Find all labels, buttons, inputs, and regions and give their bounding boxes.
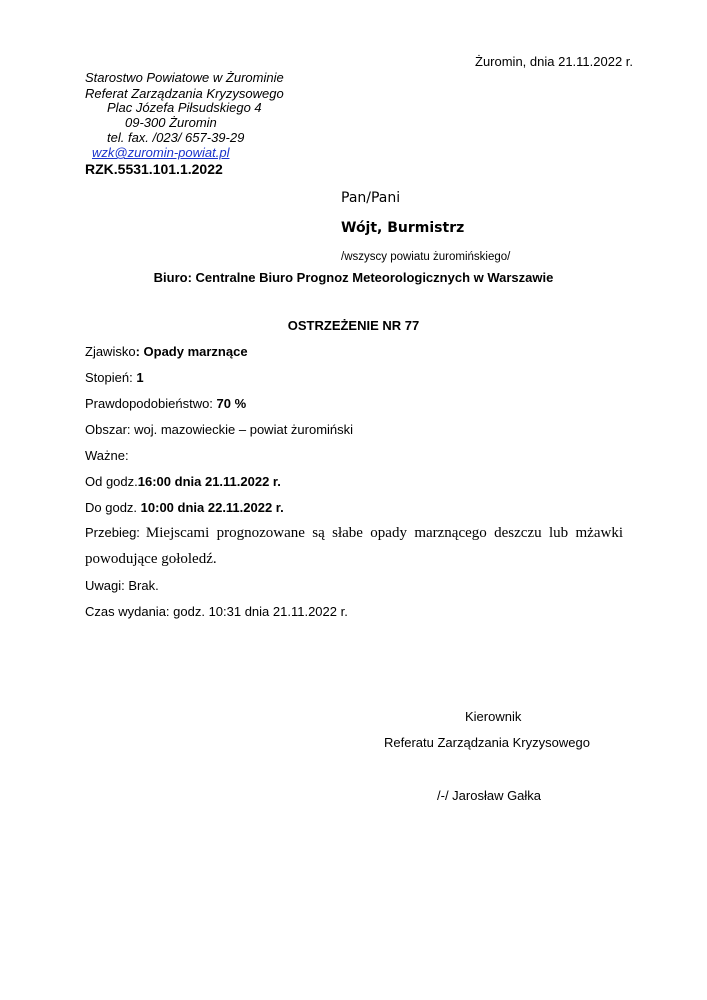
valid-from-row bbox=[85, 474, 281, 489]
probability-value: 70 % bbox=[216, 396, 247, 411]
probability-label: Prawdopodobieństwo: bbox=[85, 396, 217, 411]
sender-line-2: Referat Zarządzania Kryzysowego bbox=[85, 86, 284, 101]
degree-label: Stopień: bbox=[85, 370, 137, 385]
email-link[interactable]: wzk@zuromin-powiat.pl bbox=[92, 145, 230, 160]
phenomenon-value: : Opady marznące bbox=[135, 344, 248, 359]
valid-to-row bbox=[85, 500, 284, 515]
probability-row bbox=[85, 396, 246, 411]
warning-title: OSTRZEŻENIE NR 77 bbox=[287, 318, 420, 333]
signature-title-1: Kierownik bbox=[465, 709, 522, 724]
course-text-line-2: powodujące gołoledź. bbox=[85, 551, 217, 567]
area-row: Obszar: woj. mazowieckie – powiat żuromiński bbox=[85, 422, 354, 437]
degree-value: 1 bbox=[136, 370, 144, 385]
signature-name: /-/ Jarosław Gałka bbox=[437, 788, 542, 803]
course-label: Przebieg: bbox=[85, 525, 140, 540]
reference-number: RZK.5531.101.1.2022 bbox=[85, 161, 223, 177]
degree-row bbox=[85, 370, 144, 385]
date-line: Żuromin, dnia 21.11.2022 r. bbox=[475, 54, 634, 69]
valid-to-value: 10:00 dnia 22.11.2022 r. bbox=[140, 500, 284, 515]
course-row bbox=[85, 525, 623, 542]
phenomenon-row bbox=[85, 344, 248, 359]
recipient-salutation: Pan/Pani bbox=[341, 190, 401, 206]
valid-from-value: 16:00 dnia 21.11.2022 r. bbox=[137, 474, 281, 489]
sender-line-4: 09-300 Żuromin bbox=[125, 115, 217, 130]
phenomenon-label: Zjawisko bbox=[85, 344, 136, 359]
remarks-row: Uwagi: Brak. bbox=[85, 578, 159, 593]
valid-to-label: Do godz. bbox=[85, 500, 141, 515]
recipient-scope: /wszyscy powiatu żuromińskiego/ bbox=[341, 251, 511, 263]
signature-title-2: Referatu Zarządzania Kryzysowego bbox=[384, 735, 590, 750]
valid-label: Ważne: bbox=[85, 448, 129, 463]
sender-line-5: tel. fax. /023/ 657-39-29 bbox=[107, 130, 245, 145]
course-text-line-1: Miejscami prognozowane są słabe opady marznącego deszczu lub mżawki bbox=[145, 525, 623, 541]
recipient-title: Wójt, Burmistrz bbox=[341, 220, 465, 236]
office-line: Biuro: Centralne Biuro Prognoz Meteorologicznych w Warszawie bbox=[153, 270, 554, 285]
valid-from-label: Od godz. bbox=[85, 474, 138, 489]
sender-line-3: Plac Józefa Piłsudskiego 4 bbox=[107, 100, 262, 115]
sender-line-1: Starostwo Powiatowe w Żurominie bbox=[85, 70, 284, 85]
issued-row: Czas wydania: godz. 10:31 dnia 21.11.2022 r. bbox=[85, 604, 348, 619]
